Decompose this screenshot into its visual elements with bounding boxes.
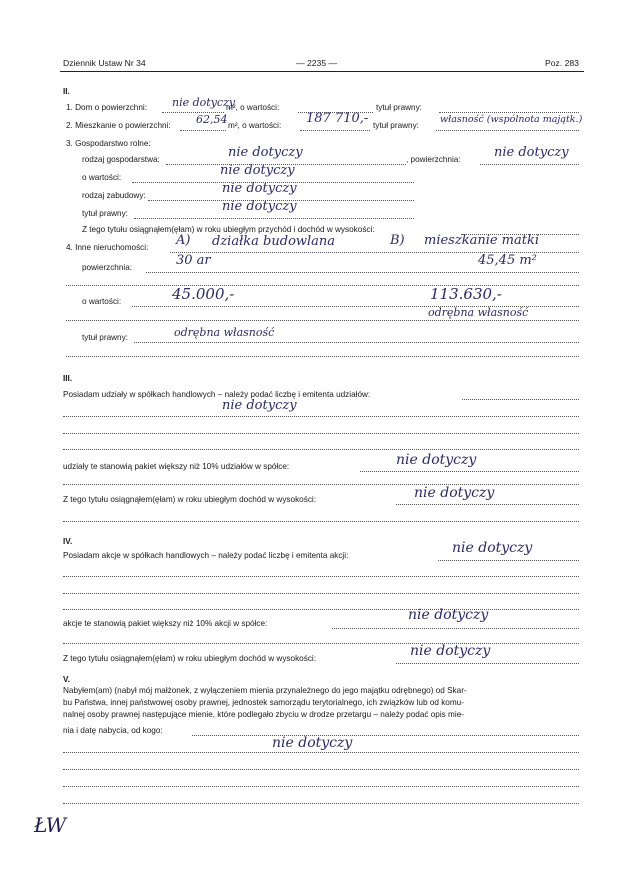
- stocks-value: nie dotyczy: [452, 540, 533, 556]
- section-2-heading: II.: [63, 87, 70, 96]
- farm-build-label: rodzaj zabudowy:: [82, 191, 146, 200]
- property-b-title: odrębna własność: [428, 306, 529, 319]
- shares-label: Posiadam udziały w spółkach handlowych – należy podać liczbę i emitenta udziałów:: [63, 390, 371, 399]
- house-area-value: nie dotyczy: [172, 96, 236, 109]
- house-label: 1. Dom o powierzchni:: [66, 103, 147, 112]
- other-property-label: 4. Inne nieruchomości:: [66, 243, 149, 252]
- page-number: — 2235 —: [296, 58, 338, 68]
- flat-title-value: własność (wspólnota majątk.): [440, 114, 583, 125]
- handwritten-initials: ŁW: [34, 813, 67, 837]
- farm-title-label: tytuł prawny:: [82, 209, 128, 218]
- house-unit-label: m², o wartości:: [226, 103, 280, 112]
- property-a-title: odrębna własność: [174, 326, 275, 339]
- farm-type-value: nie dotyczy: [228, 145, 303, 160]
- farm-title-value: nie dotyczy: [222, 199, 297, 214]
- flat-unit-label: m², o wartości:: [228, 121, 282, 130]
- farm-value-label: o wartości:: [82, 173, 122, 182]
- property-b-value: 113.630,-: [430, 285, 502, 303]
- farm-area-value: nie dotyczy: [494, 145, 569, 160]
- section-3-heading: III.: [63, 374, 73, 383]
- property-a-marker: A): [176, 233, 191, 248]
- other-title-label: tytuł prawny:: [82, 333, 128, 342]
- stocks-income-label: Z tego tytułu osiągnąłem(ęłam) w roku ubiegłym dochód w wysokości:: [63, 654, 317, 663]
- journal-title: Dziennik Ustaw Nr 34: [63, 58, 146, 68]
- house-title-label: tytuł prawny:: [376, 103, 422, 112]
- shares-income-value: nie dotyczy: [414, 485, 495, 501]
- acquisition-text-line4: nia i datę nabycia, od kogo:: [63, 726, 163, 735]
- acquisition-value: nie dotyczy: [272, 735, 353, 751]
- property-b-desc: mieszkanie matki: [424, 233, 540, 248]
- farm-type-label: rodzaj gospodarstwa:: [82, 155, 160, 164]
- acquisition-text-line2: bu Państwa, innej państwowej osoby prawnej, jednostek samorządu terytorialnego, ich związków lub od komu-: [63, 698, 464, 707]
- stocks-package-label: akcje te stanowią pakiet większy niż 10% akcji w spółce:: [63, 619, 268, 628]
- stocks-package-value: nie dotyczy: [408, 607, 489, 623]
- property-a-area: 30 ar: [176, 253, 211, 268]
- property-a-value: 45.000,-: [172, 285, 235, 303]
- other-area-label: powierzchnia:: [82, 263, 133, 272]
- header-rule: [60, 71, 584, 72]
- flat-label: 2. Mieszkanie o powierzchni:: [66, 121, 171, 130]
- farm-label: 3. Gospodarstwo rolne:: [66, 139, 151, 148]
- shares-package-value: nie dotyczy: [396, 452, 477, 468]
- farm-area-label: , powierzchnia:: [406, 155, 461, 164]
- stocks-label: Posiadam akcje w spółkach handlowych – należy podać liczbę i emitenta akcji:: [63, 551, 349, 560]
- property-b-marker: B): [390, 233, 405, 248]
- property-b-area: 45,45 m²: [478, 253, 537, 268]
- farm-build-value: nie dotyczy: [222, 181, 297, 196]
- shares-value: nie dotyczy: [222, 398, 297, 413]
- shares-package-label: udziały te stanowią pakiet większy niż 10% udziałów w spółce:: [63, 462, 290, 471]
- acquisition-text-line3: nalnej osoby prawnej następujące mienie, które podlegało zbyciu w drodze przetargu – należy podać opis mie-: [63, 710, 464, 719]
- farm-income-label: Z tego tytułu osiągnąłem(ęłam) w roku ubiegłym przychód i dochód w wysokości:: [82, 225, 375, 234]
- acquisition-text-line1: Nabyłem(am) (nabył mój małżonek, z wyłączeniem mienia przynależnego do jego majątku odrębnego) od Skar-: [63, 686, 467, 695]
- flat-title-label: tytuł prawny:: [373, 121, 419, 130]
- farm-value-value: nie dotyczy: [220, 163, 295, 178]
- property-a-desc: działka budowlana: [212, 234, 336, 249]
- shares-income-label: Z tego tytułu osiągnąłem(ęłam) w roku ubiegłym dochód w wysokości:: [63, 495, 317, 504]
- flat-area-value: 62,54: [196, 113, 228, 126]
- section-5-heading: V.: [63, 675, 70, 684]
- stocks-income-value: nie dotyczy: [410, 643, 491, 659]
- flat-value: 187 710,-: [306, 111, 369, 126]
- position-number: Poz. 283: [545, 58, 579, 68]
- section-4-heading: IV.: [63, 537, 73, 546]
- other-value-label: o wartości:: [82, 297, 122, 306]
